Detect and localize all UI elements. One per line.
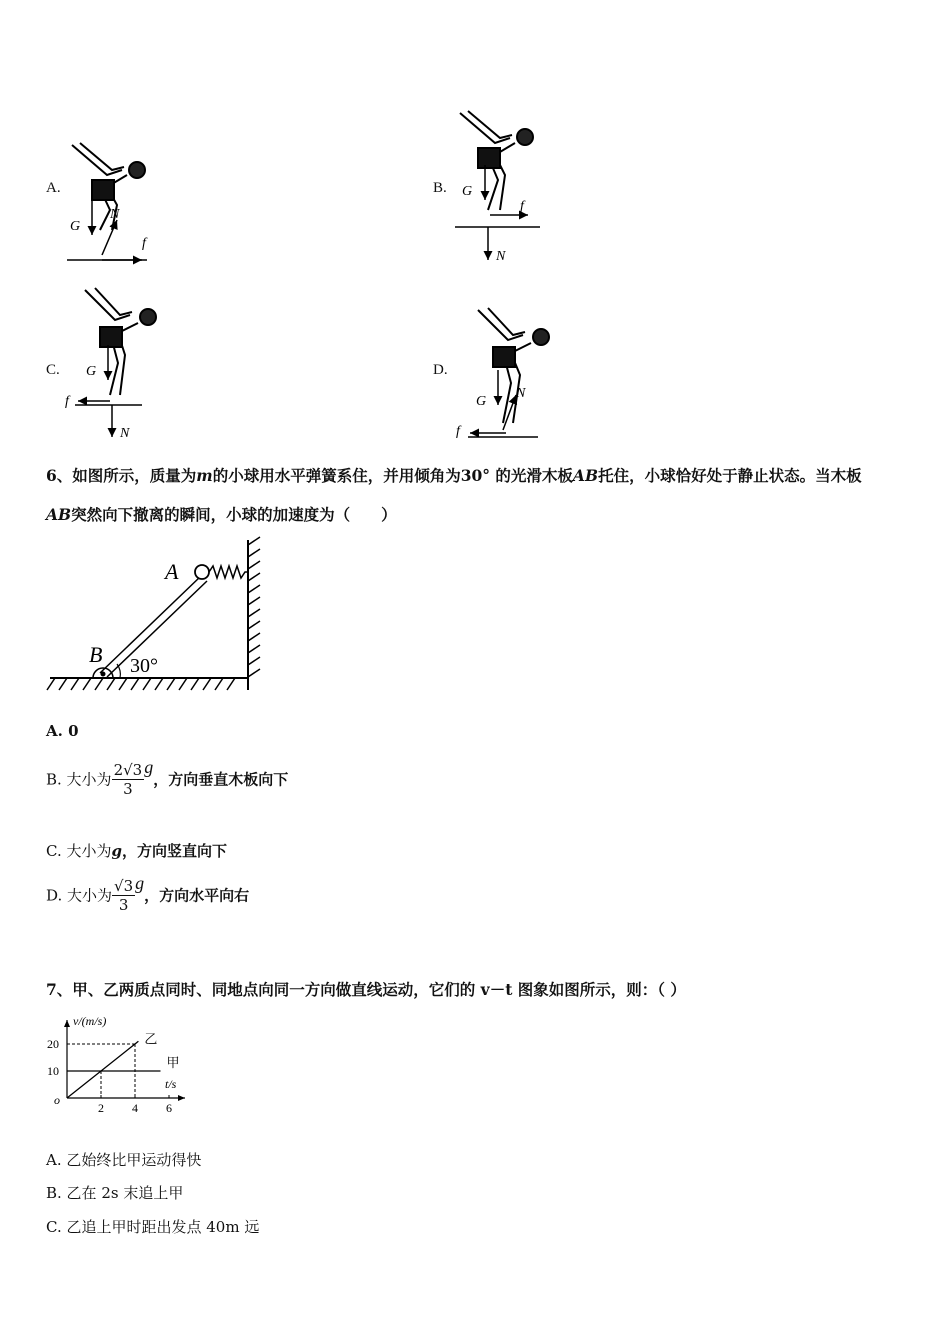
option-b-letter: B. <box>433 180 447 196</box>
symbol-g: g <box>135 873 145 893</box>
force-f-label: f <box>65 394 69 409</box>
q6-stem-line1 <box>46 468 862 484</box>
q6-incline-figure <box>45 535 270 695</box>
series-line-0 <box>67 1041 138 1098</box>
force-g-label: G <box>462 184 473 199</box>
fraction-denominator: 3 <box>118 895 129 914</box>
fraction-numerator: 2√3 <box>113 760 143 779</box>
force-n-label: N <box>496 249 506 264</box>
fraction-numerator: √3 <box>114 876 134 895</box>
angle-label: 30° <box>130 655 158 677</box>
y-tick-label: 20 <box>47 1037 59 1051</box>
q7-stem: 7、甲、乙两质点同时、同地点向同一方向做直线运动，它们的 v－t 图象如图所示，则：（ ） <box>46 980 686 999</box>
force-g-label: G <box>476 394 487 409</box>
q7-option-b[interactable]: B. 乙在 2s 末追上甲 <box>46 1184 184 1202</box>
athlete-icon <box>72 143 145 230</box>
q6-option-b[interactable] <box>46 757 288 798</box>
q6-var-ab: AB <box>572 466 599 485</box>
x-tick-label: 2 <box>98 1101 104 1115</box>
y-tick-label: 10 <box>47 1064 59 1078</box>
force-g-label: G <box>70 219 81 234</box>
option-text: D. 大小为 <box>46 886 113 905</box>
series-label-1: 甲 <box>166 1055 180 1070</box>
option-text: ，方向竖直向下 <box>121 842 227 860</box>
label-b: B <box>89 642 103 667</box>
fraction-2sqrt3-over-3 <box>112 761 145 798</box>
option-a-figure <box>62 135 162 270</box>
x-axis-label: t/s <box>165 1077 177 1091</box>
symbol-g: g <box>144 757 154 777</box>
q7-option-c[interactable]: C. 乙追上甲时距出发点 40m 远 <box>46 1218 260 1236</box>
q6-option-c[interactable] <box>46 840 227 861</box>
force-f-label: f <box>142 236 146 251</box>
q6-text-part: 托住，小球恰好处于静止状态。当木板 <box>598 466 862 485</box>
option-a-letter: A. <box>46 180 61 196</box>
ball-icon <box>195 565 209 579</box>
force-f-label: f <box>456 424 460 439</box>
q6-text-part: 突然向下撤离的瞬间，小球的加速度为（ ） <box>71 505 397 524</box>
option-text: ，方向水平向右 <box>144 886 250 905</box>
option-d-letter: D. <box>433 362 448 378</box>
force-f-label: f <box>520 199 524 214</box>
spring-icon <box>209 566 248 578</box>
force-n-label: N <box>120 426 130 441</box>
ground-hatching <box>47 678 235 690</box>
q6-text-part: 6、如图所示，质量为 <box>46 466 197 485</box>
q6-option-d[interactable] <box>46 873 249 914</box>
option-c-letter: C. <box>46 362 60 378</box>
q6-var-m: m <box>196 466 213 485</box>
option-text: ，方向垂直木板向下 <box>153 770 289 789</box>
force-n-label: N <box>516 386 526 401</box>
y-axis-label: v/(m/s) <box>73 1014 107 1028</box>
option-c-figure <box>60 285 160 445</box>
wall-hatching <box>248 537 260 677</box>
option-d-figure <box>448 305 558 445</box>
q6-stem-line2 <box>46 507 397 523</box>
q7-vt-chart <box>45 1012 195 1117</box>
fraction-sqrt3-over-3 <box>112 877 135 914</box>
q7-option-a[interactable]: A. 乙始终比甲运动得快 <box>46 1151 202 1169</box>
origin-label: o <box>54 1093 60 1107</box>
force-n-label: N <box>110 207 120 222</box>
symbol-g: g <box>111 842 122 860</box>
option-text: C. 大小为 <box>46 842 112 860</box>
athlete-icon <box>478 308 549 423</box>
q6-var-ab: AB <box>46 505 72 524</box>
label-a: A <box>165 559 179 584</box>
series-label-0: 乙 <box>144 1031 158 1047</box>
q6-text-part: 的小球用水平弹簧系住，并用倾角为30° 的光滑木板 <box>212 466 573 485</box>
force-g-label: G <box>86 364 97 379</box>
x-tick-label: 4 <box>132 1101 138 1115</box>
fraction-denominator: 3 <box>123 779 133 798</box>
option-b-figure <box>450 105 550 265</box>
q6-option-a[interactable]: A. 0 <box>46 722 79 740</box>
x-tick-label: 6 <box>166 1101 172 1115</box>
option-text: B. 大小为 <box>46 770 112 789</box>
